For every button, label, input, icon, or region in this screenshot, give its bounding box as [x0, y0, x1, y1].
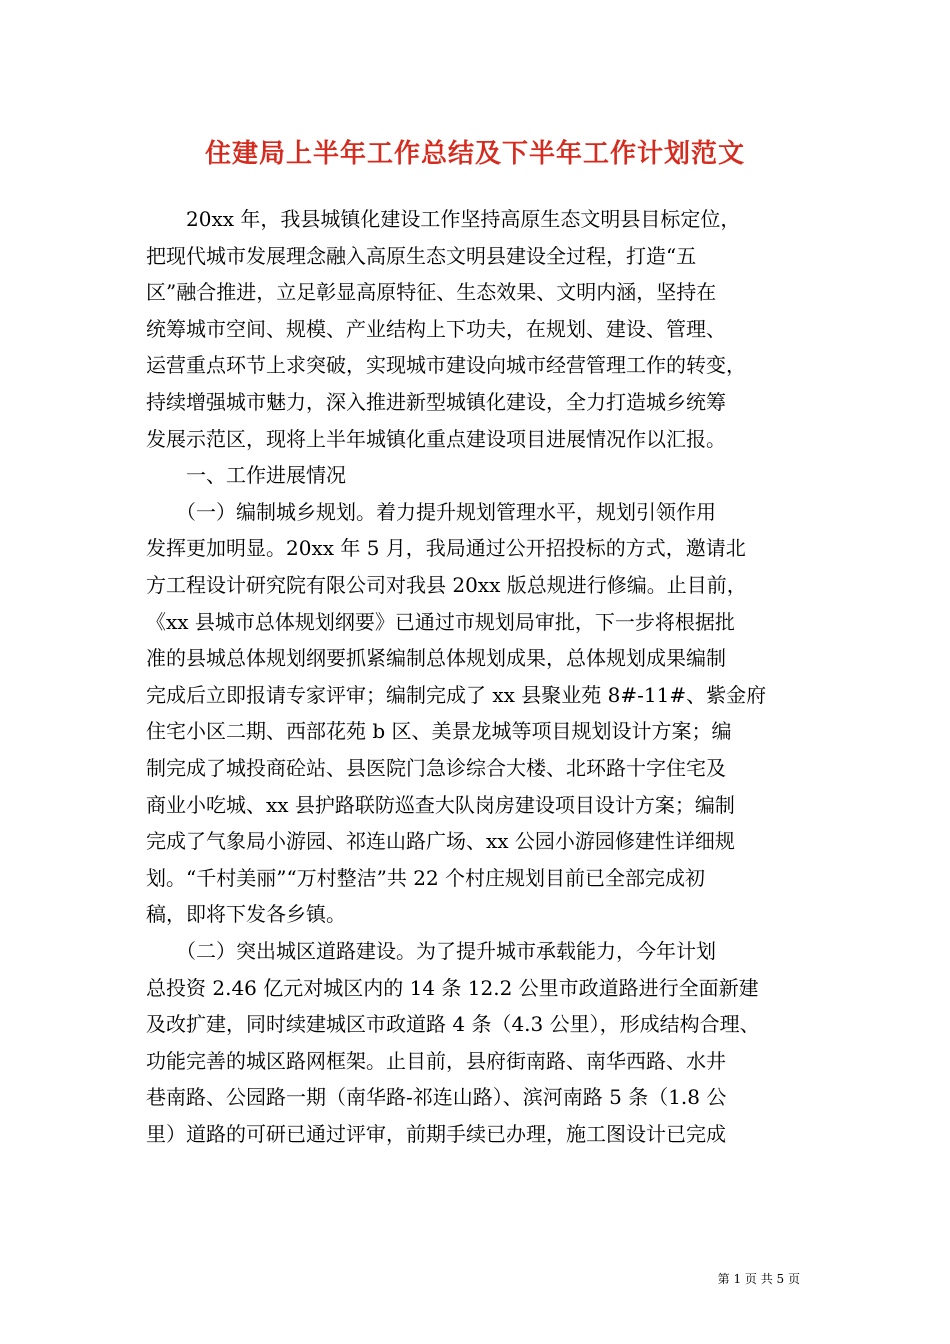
- paragraph-line: 持续增强城市魅力，深入推进新型城镇化建设，全力打造城乡统筹: [146, 390, 726, 414]
- paragraph-line: 方工程设计研究院有限公司对我县 20xx 版总规进行修编。止目前，: [146, 573, 747, 597]
- paragraph-line: 完成了气象局小游园、祁连山路广场、xx 公园小游园修建性详细规: [146, 829, 735, 854]
- paragraph-line: （二）突出城区道路建设。为了提升城市承载能力，今年计划: [146, 939, 716, 963]
- paragraph-line: 发挥更加明显。20xx 年 5 月，我局通过公开招投标的方式，邀请北: [146, 536, 746, 561]
- paragraph-line: 巷南路、公园路一期（南华路-祁连山路）、滨河南路 5 条（1.8 公: [146, 1085, 727, 1110]
- paragraph-line: 划。“千村美丽”“万村整洁”共 22 个村庄规划目前已全部完成初: [146, 865, 706, 890]
- paragraph-line: 制完成了城投商砼站、县医院门急诊综合大楼、北环路十字住宅及: [146, 756, 726, 780]
- paragraph-line: 总投资 2.46 亿元对城区内的 14 条 12.2 公里市政道路进行全面新建: [146, 975, 759, 1000]
- paragraph-line: 发展示范区，现将上半年城镇化重点建设项目进展情况作以汇报。: [146, 426, 726, 451]
- paragraph-line: 准的县城总体规划纲要抓紧编制总体规划成果，总体规划成果编制: [146, 646, 726, 671]
- paragraph-line: 区”融合推进，立足彰显高原特征、生态效果、文明内涵，坚持在: [146, 280, 717, 305]
- paragraph-line: 一、工作进展情况: [146, 463, 346, 488]
- paragraph-line: 稿，即将下发各乡镇。: [146, 902, 346, 927]
- paragraph-line: 20xx 年，我县城镇化建设工作坚持高原生态文明县目标定位，: [146, 207, 741, 231]
- paragraph-line: 完成后立即报请专家评审；编制完成了 xx 县聚业苑 8#-11#、紫金府: [146, 682, 767, 707]
- paragraph-line: （一）编制城乡规划。着力提升规划管理水平，规划引领作用: [146, 499, 716, 524]
- page-footer: 第 1 页 共 5 页: [717, 1272, 800, 1286]
- paragraph-line: 运营重点环节上求突破，实现城市建设向城市经营管理工作的转变，: [146, 353, 746, 378]
- paragraph-line: 把现代城市发展理念融入高原生态文明县建设全过程，打造“五: [146, 243, 697, 268]
- paragraph-line: 商业小吃城、xx 县护路联防巡查大队岗房建设项目设计方案；编制: [146, 792, 735, 817]
- paragraph-line: 统筹城市空间、规模、产业结构上下功夫，在规划、建设、管理、: [146, 316, 726, 341]
- page-title: 住建局上半年工作总结及下半年工作计划范文: [204, 139, 745, 169]
- paragraph-line: 《xx 县城市总体规划纲要》已通过市规划局审批，下一步将根据批: [146, 609, 735, 634]
- paragraph-line: 功能完善的城区路网框架。止目前，县府街南路、南华西路、水井: [146, 1048, 726, 1073]
- paragraph-line: 里）道路的可研已通过评审，前期手续已办理，施工图设计已完成: [146, 1122, 726, 1146]
- paragraph-line: 住宅小区二期、西部花苑 b 区、美景龙城等项目规划设计方案；编: [146, 719, 732, 744]
- paragraph-line: 及改扩建，同时续建城区市政道路 4 条（4.3 公里），形成结构合理、: [146, 1012, 760, 1037]
